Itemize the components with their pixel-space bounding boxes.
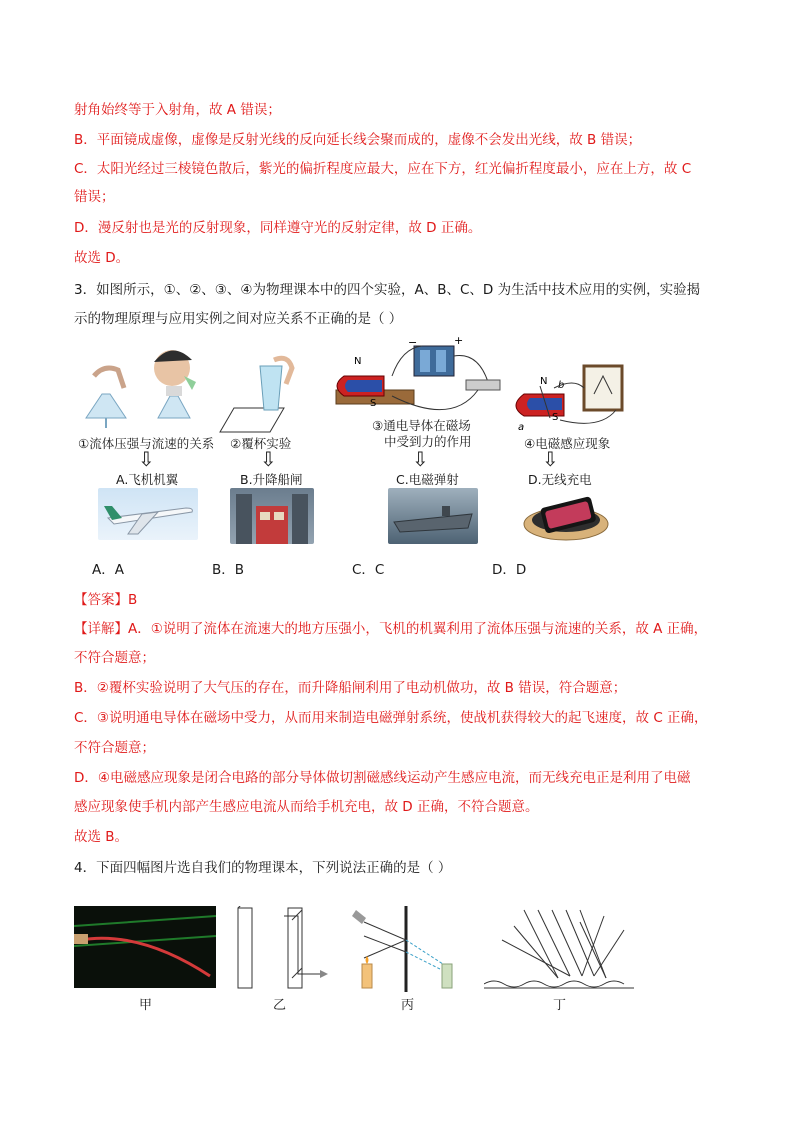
induction-experiment-drawing — [516, 366, 622, 433]
wireless-charger-photo — [520, 484, 612, 546]
label-s-2: S — [552, 412, 559, 423]
application-a-caption: A.飞机机翼 — [116, 472, 179, 487]
explanation-line-c-cont: 错误； — [74, 189, 115, 205]
label-n-1: N — [354, 356, 362, 367]
detail-a-text: A．①说明了流体在流速大的地方压强小，飞机的机翼利用了流体压强与流速的关系，故 A 正确， — [128, 621, 708, 637]
application-b-caption: B.升降船闸 — [240, 472, 303, 487]
explanation-line-c: C．太阳光经过三棱镜色散后，紫光的偏折程度应最大，应在下方，红光偏折程度最小，应在上方，故 C — [74, 161, 692, 177]
laser-photo-jia — [74, 906, 216, 988]
periscope-drawing-yi — [232, 906, 332, 990]
ship-lock-photo — [230, 488, 314, 544]
detail-conclusion: 故选 B。 — [74, 829, 129, 845]
option-c[interactable]: C．C — [352, 562, 385, 578]
detail-line-d-cont: 感应现象使手机内部产生感应电流从而给手机充电，故 D 正确，不符合题意。 — [74, 799, 539, 815]
detail-line-a-cont: 不符合题意； — [74, 650, 155, 666]
experiment-1-caption: ①流体压强与流速的关系 — [78, 436, 215, 451]
label-a: a — [518, 422, 525, 433]
aircraft-carrier-photo — [388, 488, 478, 544]
funnel-experiment-drawing — [86, 350, 196, 428]
detail-line-c-cont: 不符合题意； — [74, 740, 155, 756]
application-c-caption: C.电磁弹射 — [396, 472, 459, 487]
caption-jia: 甲 — [139, 998, 153, 1013]
caption-bing: 丙 — [401, 998, 415, 1013]
application-d-caption: D.无线充电 — [528, 472, 592, 487]
option-d[interactable]: D．D — [492, 562, 527, 578]
label-plus: + — [454, 336, 464, 347]
detail-line-b: B．②覆杯实验说明了大气压的存在，而升降船闸利用了电动机做功，故 B 错误，符合题意； — [74, 680, 627, 696]
detail-line-a — [74, 619, 740, 639]
down-arrow-icon: ⇩ — [542, 447, 559, 471]
experiment-3-caption-cont: 中受到力的作用 — [384, 434, 472, 449]
detail-line-c: C．③说明通电导体在磁场中受力，从而用来制造电磁弹射系统，使战机获得较大的起飞速度，故 C 正确， — [74, 710, 708, 726]
down-arrow-icon: ⇩ — [138, 447, 155, 471]
mirror-candle-drawing-bing — [346, 906, 466, 992]
option-a[interactable]: A．A — [92, 562, 124, 578]
airplane-photo — [98, 488, 198, 540]
label-s-1: S — [370, 398, 377, 409]
answer-tag: 【答案】B — [74, 592, 138, 608]
caption-yi: 乙 — [273, 998, 287, 1013]
down-arrow-icon: ⇩ — [412, 447, 429, 471]
explanation-line-b: B．平面镜成虚像，虚像是反射光线的反向延长线会聚而成的，虚像不会发出光线，故 B 错误； — [74, 132, 642, 148]
question-3-figure — [74, 336, 734, 546]
down-arrow-icon: ⇩ — [260, 447, 277, 471]
explanation-line-d: D．漫反射也是光的反射现象，同样遵守光的反射定律，故 D 正确。 — [74, 220, 482, 236]
label-n-2: N — [540, 376, 548, 387]
explanation-line: 射角始终等于入射角，故 A 错误； — [74, 102, 281, 118]
question-3-stem-cont: 示的物理原理与应用实例之间对应关系不正确的是（ ） — [74, 311, 403, 327]
label-b: b — [558, 380, 565, 391]
detail-line-d: D．④电磁感应现象是闭合电路的部分导体做切割磁感线运动产生感应电流，而无线充电正是利用了电磁 — [74, 770, 691, 786]
motor-experiment-drawing — [336, 336, 500, 410]
experiment-3-caption: ③通电导体在磁场 — [372, 418, 471, 433]
label-minus: − — [408, 336, 418, 349]
experiment-4-caption: ④电磁感应现象 — [524, 436, 611, 451]
cup-experiment-drawing — [220, 358, 292, 432]
option-b[interactable]: B．B — [212, 562, 245, 578]
diffuse-reflection-drawing-ding — [484, 906, 634, 992]
question-3-stem: 3．如图所示，①、②、③、④为物理课本中的四个实验，A、B、C、D 为生活中技术应用的实例，实验揭 — [74, 282, 701, 298]
experiment-2-caption: ②覆杯实验 — [230, 436, 292, 451]
question-4-stem: 4．下面四幅图片选自我们的物理课本，下列说法正确的是（ ） — [74, 860, 452, 876]
explanation-conclusion: 故选 D。 — [74, 250, 130, 266]
caption-ding: 丁 — [553, 998, 567, 1013]
detail-tag: 【详解】 — [74, 621, 128, 637]
